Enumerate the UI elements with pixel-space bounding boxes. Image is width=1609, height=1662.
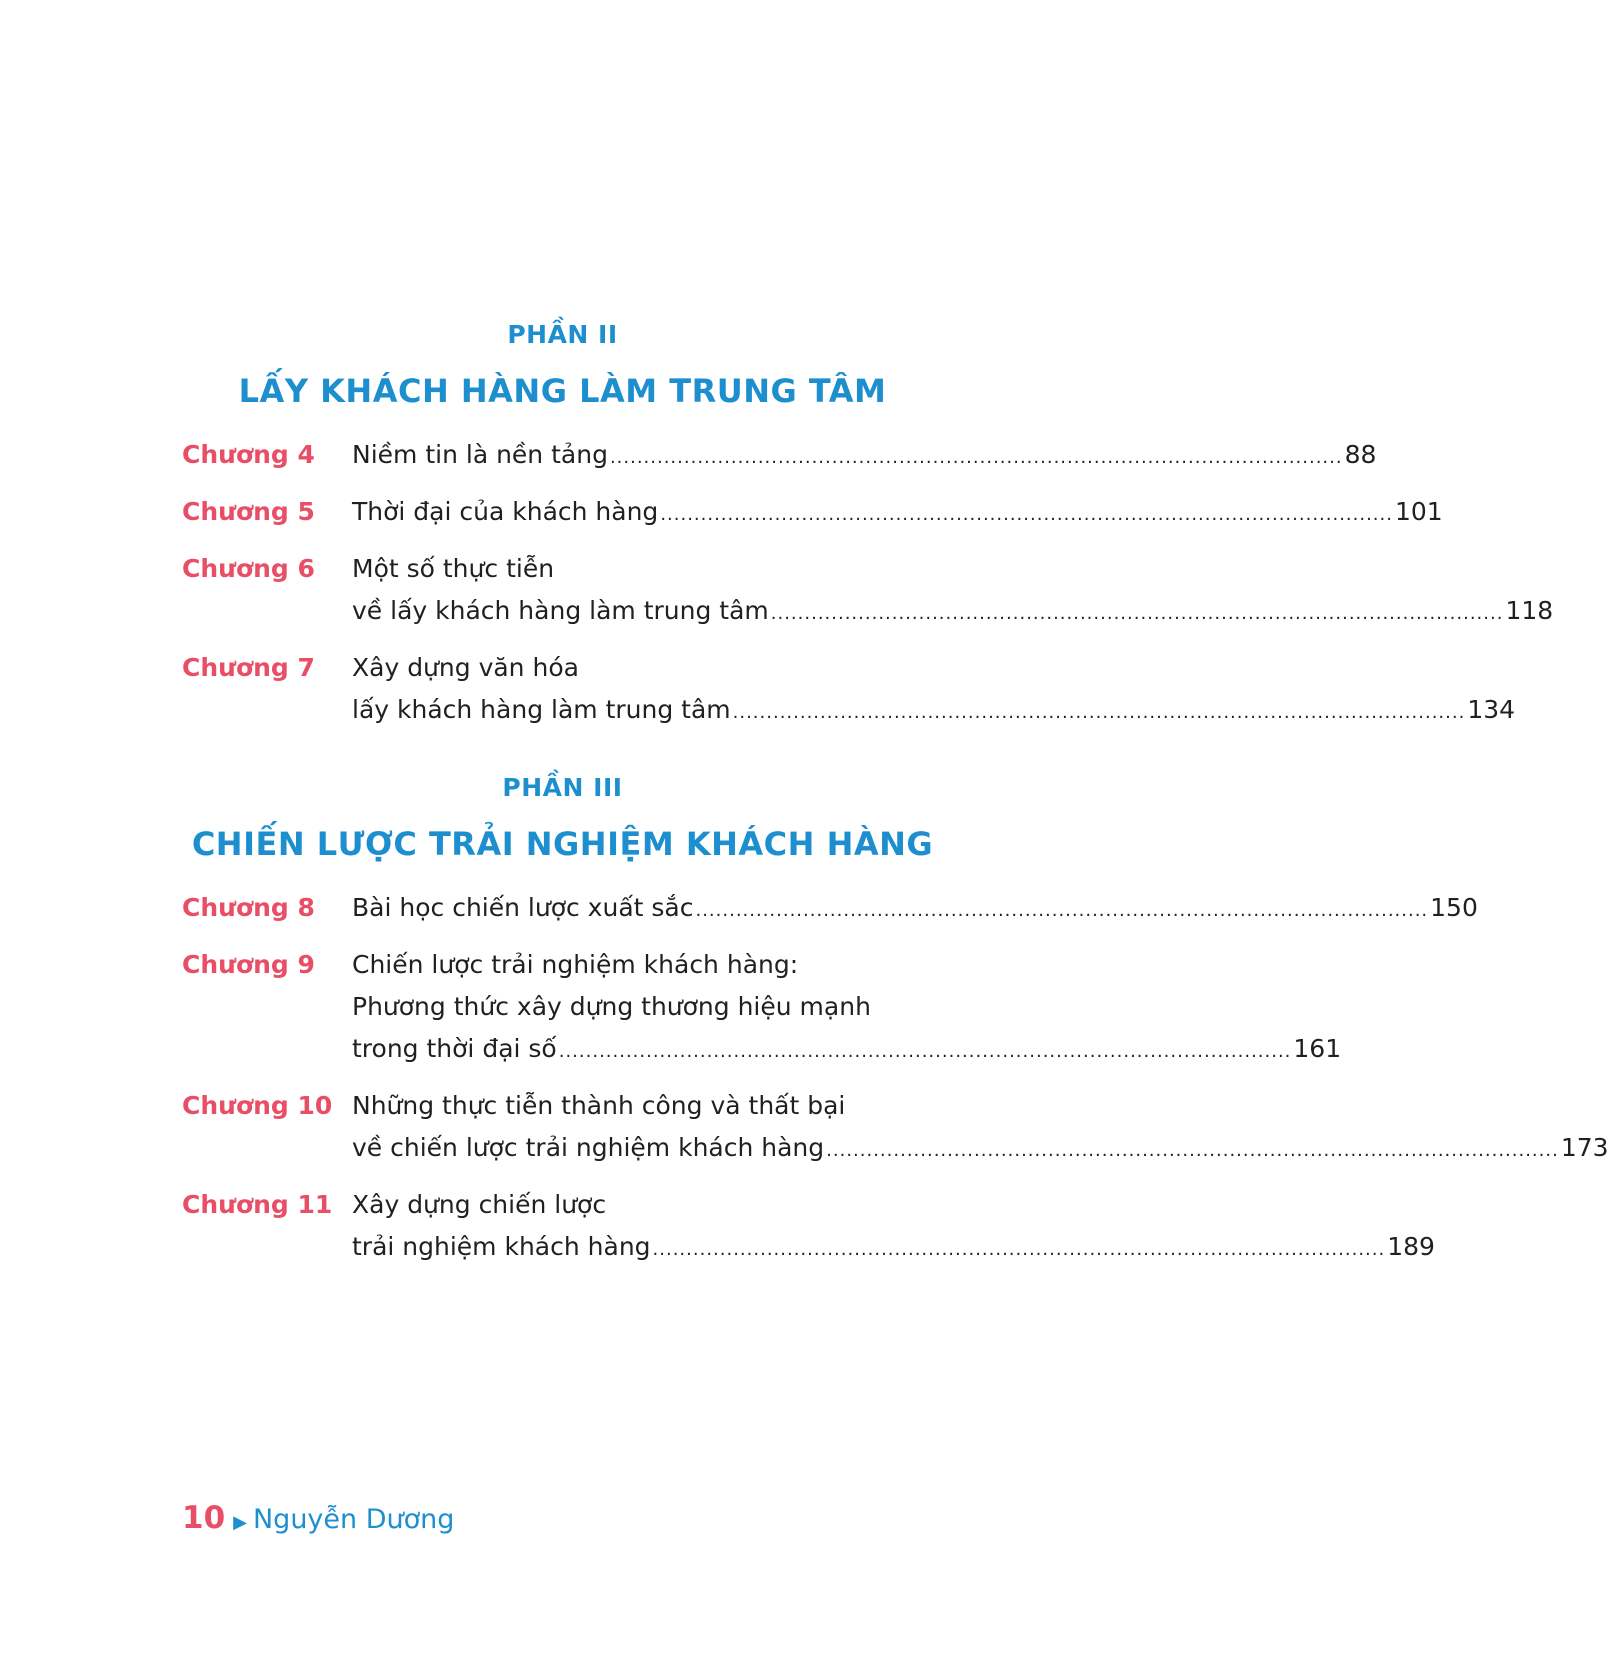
chapter-title-line: trải nghiệm khách hàng: [352, 1232, 651, 1261]
chapter-title-line: về chiến lược trải nghiệm khách hàng: [352, 1133, 825, 1162]
chapter-title-line: Xây dựng chiến lược: [352, 1190, 607, 1219]
page-number: 189: [1387, 1232, 1435, 1261]
part-label: PHẦN II: [507, 320, 618, 349]
page-number: 150: [1430, 893, 1478, 922]
dot-leader: .............................................................................................................: [732, 702, 1466, 723]
chapter-label: Chương 11: [182, 1190, 333, 1219]
dot-leader: .............................................................................................................: [695, 900, 1429, 921]
footer-author: Nguyễn Dương: [252, 1504, 455, 1535]
page-number: 173: [1560, 1133, 1609, 1162]
part-2-label: [0, 320, 1125, 349]
dot-leader: .............................................................................................................: [652, 1239, 1386, 1260]
footer-page-number: 10: [182, 1500, 226, 1536]
chapter-label: Chương 6: [182, 554, 315, 583]
part-3-label: [0, 773, 1125, 802]
chapter-title-line: Thời đại của khách hàng: [352, 497, 659, 526]
chapter-label: Chương 7: [182, 653, 315, 682]
dot-leader: .............................................................................................................: [609, 447, 1343, 468]
chapter-label: Chương 10: [182, 1091, 333, 1120]
page-number: 161: [1293, 1034, 1342, 1063]
page-number: 118: [1505, 596, 1554, 625]
chapter-title-line: về lấy khách hàng làm trung tâm: [352, 596, 769, 625]
chapter-title-line: Xây dựng văn hóa: [352, 653, 579, 682]
chapter-title-line: Một số thực tiễn: [352, 554, 555, 583]
part-3-title: [0, 825, 1125, 863]
part-title: LẤY KHÁCH HÀNG LÀM TRUNG TÂM: [238, 372, 887, 410]
page-number: 134: [1467, 695, 1516, 724]
chapter-title-line: Những thực tiễn thành công và thất bại: [352, 1091, 846, 1120]
part-2-title: [0, 372, 1125, 410]
chapter-title-line: lấy khách hàng làm trung tâm: [352, 695, 731, 724]
chapter-title-line: Niềm tin là nền tảng: [352, 440, 608, 469]
part-title: CHIẾN LƯỢC TRẢI NGHIỆM KHÁCH HÀNG: [191, 825, 934, 863]
dot-leader: .............................................................................................................: [660, 504, 1393, 525]
chapter-title-line: trong thời đại số: [352, 1034, 557, 1063]
triangle-right-icon: ▶: [233, 1512, 247, 1533]
part-label: PHẦN III: [502, 773, 623, 802]
chapter-title-line: Chiến lược trải nghiệm khách hàng:: [352, 950, 799, 979]
page-number: 88: [1344, 440, 1377, 469]
page-footer: [182, 1500, 454, 1536]
page-number: 101: [1394, 497, 1443, 526]
chapter-label: Chương 5: [182, 497, 315, 526]
chapter-label: Chương 9: [182, 950, 315, 979]
chapter-title-line: Bài học chiến lược xuất sắc: [352, 893, 694, 922]
chapter-title-line: Phương thức xây dựng thương hiệu mạnh: [352, 992, 871, 1021]
dot-leader: .............................................................................................................: [770, 603, 1504, 624]
chapter-label: Chương 8: [182, 893, 315, 922]
chapter-label: Chương 4: [182, 440, 315, 469]
dot-leader: .............................................................................................................: [826, 1140, 1559, 1161]
dot-leader: .............................................................................................................: [558, 1041, 1292, 1062]
